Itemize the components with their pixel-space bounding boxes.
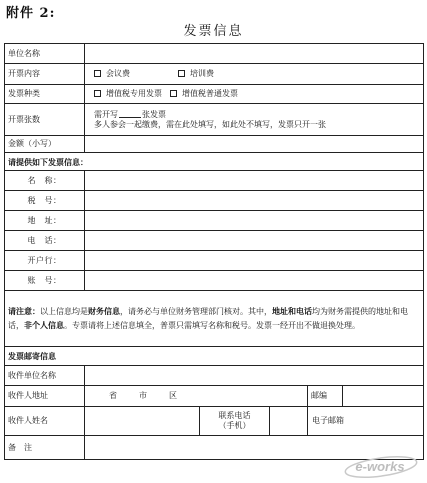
recv-address-field[interactable] bbox=[85, 386, 308, 407]
content-option-meeting[interactable] bbox=[94, 69, 130, 79]
attachment-label: 附件 2: bbox=[6, 6, 56, 21]
info-address-field[interactable] bbox=[85, 211, 424, 231]
invoice-count-label: 开票张数 bbox=[5, 104, 85, 136]
recv-address-label: 收件人地址 bbox=[5, 386, 85, 407]
info-account-field[interactable] bbox=[85, 271, 424, 291]
notice-part: 以上信息均是 bbox=[40, 306, 88, 316]
recv-name-field[interactable] bbox=[85, 407, 200, 436]
remark-label: 备 注 bbox=[5, 436, 85, 460]
invoice-type-label: 发票种类 bbox=[5, 85, 85, 104]
recv-unit-field[interactable] bbox=[85, 366, 424, 386]
phone-field[interactable] bbox=[270, 407, 308, 436]
notice-emphasis: 财务信息 bbox=[88, 305, 120, 316]
content-option-training[interactable] bbox=[178, 69, 214, 79]
city-label: 市 bbox=[139, 391, 147, 400]
unit-name-field[interactable] bbox=[85, 44, 424, 64]
type-option-normal-label: 增值税普通发票 bbox=[182, 89, 238, 98]
info-tax-label: 税 号： bbox=[5, 191, 85, 211]
district-label: 区 bbox=[169, 391, 177, 400]
notice-emphasis: 非个人信息 bbox=[24, 319, 64, 330]
count-text-post: 张发票 bbox=[142, 109, 166, 119]
email-cell bbox=[308, 407, 424, 436]
checkbox-icon[interactable] bbox=[170, 90, 177, 97]
invoice-type-options bbox=[85, 85, 424, 104]
phone-label bbox=[200, 407, 270, 436]
info-account-label: 账 号： bbox=[5, 271, 85, 291]
notice-part: 均为财务需提供的地址和电话， bbox=[8, 306, 408, 330]
notice-part: ，请务必与单位财务管理部门核对。其中， bbox=[120, 306, 272, 316]
content-options bbox=[85, 64, 424, 85]
form-title: 发票信息 bbox=[183, 24, 244, 39]
type-option-special-label: 增值税专用发票 bbox=[106, 89, 162, 98]
postcode-label: 邮编 bbox=[308, 386, 343, 407]
province-label: 省 bbox=[109, 391, 117, 400]
unit-name-label: 单位名称 bbox=[5, 44, 85, 64]
type-option-special[interactable] bbox=[94, 89, 162, 99]
content-label: 开票内容 bbox=[5, 64, 85, 85]
content-option-training-label: 培训费 bbox=[190, 69, 214, 78]
checkbox-icon[interactable] bbox=[178, 70, 185, 77]
notice-part: 。专票请将上述信息填全，普票只需填写名称和税号。发票一经开出不做退换处理。 bbox=[64, 320, 360, 330]
type-option-normal[interactable] bbox=[170, 89, 238, 99]
mail-info-header: 发票邮寄信息 bbox=[5, 347, 424, 366]
info-address-label: 地 址： bbox=[5, 211, 85, 231]
phone-label-line1: 联系电话 bbox=[218, 411, 251, 420]
count-text-pre: 需开写 bbox=[94, 109, 118, 119]
info-phone-field[interactable] bbox=[85, 231, 424, 251]
recv-unit-label: 收件单位名称 bbox=[5, 366, 85, 386]
amount-label: 金额（小写） bbox=[5, 136, 85, 153]
content-option-meeting-label: 会议费 bbox=[106, 69, 130, 78]
notice-text bbox=[5, 291, 424, 347]
notice-emphasis: 地址和电话 bbox=[272, 305, 312, 316]
email-label: 电子邮箱 bbox=[312, 416, 344, 425]
info-bank-label: 开户行： bbox=[5, 251, 85, 271]
invoice-count-field bbox=[85, 104, 424, 136]
invoice-form-table bbox=[4, 43, 424, 460]
info-name-field[interactable] bbox=[85, 171, 424, 191]
phone-label-line2: （手机） bbox=[218, 421, 251, 430]
checkbox-icon[interactable] bbox=[94, 90, 101, 97]
info-name-label: 名 称： bbox=[5, 171, 85, 191]
checkbox-icon[interactable] bbox=[94, 70, 101, 77]
provide-info-header: 请提供如下发票信息： bbox=[5, 153, 424, 171]
info-tax-field[interactable] bbox=[85, 191, 424, 211]
amount-field[interactable] bbox=[85, 136, 424, 153]
notice-prefix: 请注意： bbox=[8, 305, 40, 316]
info-bank-field[interactable] bbox=[85, 251, 424, 271]
logo-text: e-works bbox=[355, 459, 405, 474]
count-blank[interactable] bbox=[119, 110, 141, 118]
recv-name-label: 收件人姓名 bbox=[5, 407, 85, 436]
info-phone-label: 电 话： bbox=[5, 231, 85, 251]
postcode-field[interactable] bbox=[343, 386, 424, 407]
e-works-logo bbox=[341, 453, 419, 479]
count-instruction: 多人参会一起缴费，需在此处填写，如此处不填写，发票只开一张 bbox=[94, 119, 326, 129]
